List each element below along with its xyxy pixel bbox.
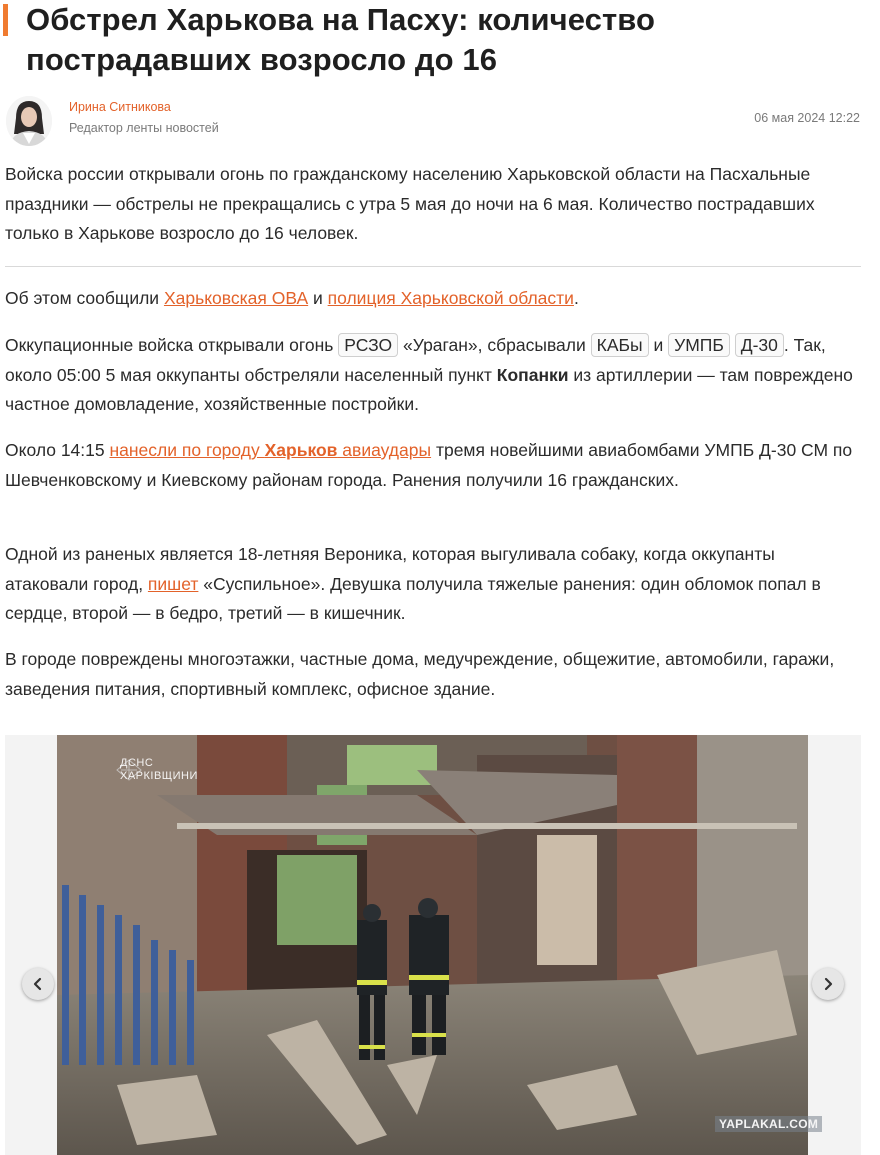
article-lead: Войска россии открывали огонь по гражданскому населению Харьковской области на Пасхальные праздники — обстрелы не прекращались с утра 5 мая до ночи на 6 мая. Количество пострадавших только в Харькове возросло до 16 человек.: [5, 164, 815, 243]
author-photo-icon: [6, 96, 52, 146]
tag-d30[interactable]: Д-30: [735, 333, 784, 357]
gallery-next-button[interactable]: [812, 968, 844, 1000]
text-span: Оккупационные войска открывали огонь: [5, 335, 339, 355]
link-kharkiv-ova[interactable]: Харьковская ОВА: [163, 288, 309, 308]
author-row: [0, 92, 860, 148]
bold-kopanki: Копанки: [496, 364, 569, 385]
watermark-line: ДСНС: [120, 757, 154, 769]
text-span: . Так, около 05:00 5 мая оккупанты обстреляли населенный пункт: [5, 335, 826, 385]
article-title: Обстрел Харькова на Пасху: количество пострадавших возросло до 16: [26, 2, 656, 77]
text-span: и: [648, 335, 669, 355]
text-span: [730, 335, 735, 355]
chevron-right-icon: [821, 977, 835, 991]
watermark-line: ХАРКІВЩИНИ: [120, 770, 198, 782]
text-span: и: [308, 288, 328, 308]
link-bold-text: Харьков: [264, 440, 338, 460]
paragraph-damage: В городе повреждены многоэтажки, частные дома, медучреждение, общежитие, автомобили, гаражи, заведения питания, спортивный комплекс, офисное здание.: [5, 649, 835, 699]
gallery-prev-button[interactable]: [22, 968, 54, 1000]
tag-kaby[interactable]: КАБы: [591, 333, 649, 357]
text-span: тремя новейшими авиабомбами УМПБ Д-30 СМ по Шевченковскому и Киевскому районам города. Ранения получили 16 гражданских.: [5, 440, 853, 490]
destroyed-building-photo[interactable]: [57, 735, 808, 1155]
text-span: .: [573, 288, 579, 308]
publish-date: 06 мая 2024 12:22: [754, 111, 860, 125]
site-watermark: YAPLAKAL.COM: [715, 1116, 822, 1132]
paragraph-veronika: [5, 540, 855, 629]
link-pishet[interactable]: пишет: [147, 573, 199, 594]
text-span: Одной из раненых является 18-летняя Вероника, которая выгуливала собаку, когда оккупанты атаковали город,: [5, 544, 775, 594]
text-span: из артиллерии — там повреждено частное домовладение, хозяйственные постройки.: [5, 364, 853, 414]
divider: [5, 266, 861, 267]
chevron-left-icon: [31, 977, 45, 991]
link-text: авиаудары: [337, 440, 432, 460]
paragraph-source: [5, 284, 855, 314]
link-airstrikes[interactable]: [109, 440, 431, 460]
text-span: «Ураган», сбрасывали: [398, 335, 591, 355]
author-avatar[interactable]: [6, 96, 52, 146]
tag-rszo[interactable]: РСЗО: [338, 333, 398, 357]
dsns-watermark: [120, 757, 198, 783]
paragraph-attacks: [5, 331, 855, 420]
tag-umpb[interactable]: УМПБ: [668, 333, 730, 357]
title-accent-bar: [3, 4, 8, 36]
text-span: «Суспильное». Девушка получила тяжелые ранения: один обломок попал в сердце, второй — в бедро, третий — в кишечник.: [5, 573, 821, 623]
paragraph-airstrikes: [5, 436, 855, 495]
text-span: Об этом сообщили: [5, 288, 164, 308]
text-span: Около 14:15: [5, 440, 110, 460]
author-role: Редактор ленты новостей: [69, 121, 219, 135]
author-name[interactable]: Ирина Ситникова: [69, 100, 171, 114]
link-kharkiv-police[interactable]: полиция Харьковской области: [327, 288, 574, 308]
link-text: нанесли по городу: [109, 440, 265, 460]
photo-gallery: [5, 735, 861, 1155]
